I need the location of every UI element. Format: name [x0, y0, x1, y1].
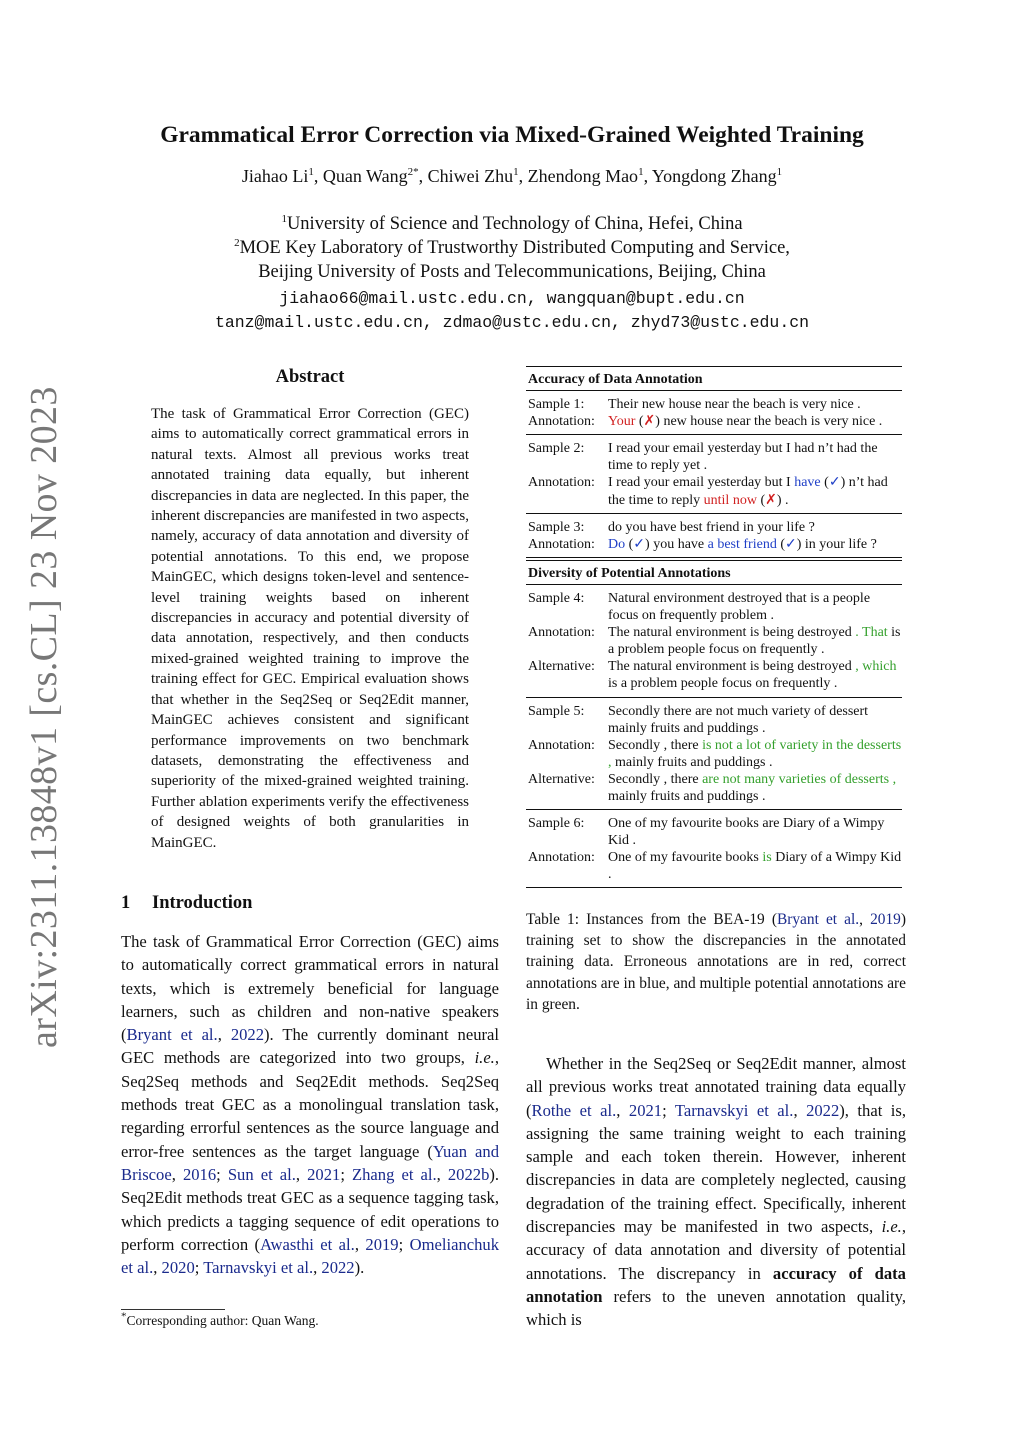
text-run: ) training set to show the discrepancies in the annotated training data. Erroneous annotations are in red, correct annotations are in blue, and multiple potential annotations are in green.: [526, 911, 906, 1013]
correct-annotation: ✓: [785, 536, 797, 552]
citation-link[interactable]: 2022: [806, 1100, 840, 1120]
footnote-mark: *: [121, 1310, 127, 1323]
row-label: Annotation:: [528, 536, 595, 552]
erroneous-annotation: ✗: [765, 492, 777, 508]
row-text: [608, 658, 902, 692]
text-run: ,: [793, 1100, 807, 1120]
author-name: Zhendong Mao: [527, 166, 639, 186]
text-run: ,: [217, 1025, 231, 1045]
row-label: Annotation:: [528, 414, 595, 430]
text-run: ,: [153, 1258, 162, 1278]
text-run: The natural environment is being destroyed: [608, 659, 856, 675]
affiliation-mark: 2: [234, 236, 240, 249]
text-run: Their new house near the beach is very nice .: [608, 397, 861, 413]
text-run: Secondly , there: [608, 771, 703, 787]
potential-annotation: .: [855, 625, 859, 641]
citation-link[interactable]: Omelianchuk et al.: [121, 1234, 500, 1278]
table-section-heading: Diversity of Potential Annotations: [528, 565, 731, 581]
emphasis: i.e.: [474, 1048, 495, 1068]
row-text: [608, 849, 902, 883]
affiliation-3: [0, 262, 1024, 283]
citation-link[interactable]: 2021: [628, 1100, 663, 1120]
table-row: [526, 815, 902, 849]
paper-title: Grammatical Error Correction via Mixed-Grained Weighted Training: [160, 122, 864, 148]
text-run: is a problem people focus on frequently .: [608, 625, 901, 658]
bold-phrase: accuracy of data annotation: [526, 1263, 906, 1306]
emphasis: i.e.: [881, 1217, 902, 1237]
text-run: ;: [216, 1164, 228, 1184]
author-affiliation-mark: 1: [513, 166, 519, 178]
text-run: Natural environment destroyed that is a people focus on frequently problem .: [608, 590, 871, 624]
row-label: Sample 4:: [528, 590, 585, 606]
row-label: Sample 3:: [528, 519, 585, 535]
citation-link[interactable]: 2022: [230, 1025, 264, 1045]
text-run: , accuracy of data annotation and diversity of potential annotations. The discrepancy in: [526, 1217, 906, 1283]
row-text: [608, 413, 902, 430]
author-name: Yongdong Zhang: [651, 166, 777, 186]
right-column-paragraph: [526, 1052, 906, 1332]
text-run: ) new house near the beach is very nice .: [655, 414, 883, 430]
potential-annotation: is not a lot of variety in the desserts ,: [608, 737, 902, 770]
text-run: Whether in the Seq2Seq or Seq2Edit manner, almost all previous works treat annotated training data equally (: [526, 1054, 906, 1120]
row-label: Annotation:: [528, 475, 595, 491]
erroneous-annotation: ✗: [643, 414, 656, 430]
potential-annotation: is: [762, 850, 772, 866]
row-label: Sample 5:: [528, 703, 585, 719]
text-run: ).: [354, 1258, 365, 1278]
row-label: Alternative:: [528, 771, 595, 787]
table-group: [526, 698, 902, 810]
citation-link[interactable]: Bryant et al.: [126, 1025, 218, 1045]
affiliation-1: [0, 214, 1024, 235]
affiliation-text: MOE Key Laboratory of Trustworthy Distributed Computing and Service,: [239, 238, 790, 258]
footnote: [121, 1310, 319, 1329]
row-text: [608, 771, 902, 805]
correct-annotation: ✓: [828, 475, 841, 491]
text-run: Secondly , there: [608, 737, 703, 753]
text-run: (: [776, 536, 785, 552]
author-name: Quan Wang: [322, 166, 408, 186]
table-group: [526, 810, 902, 887]
citation-link[interactable]: Tarnavskyi et al.: [674, 1100, 794, 1120]
table-caption: [526, 909, 906, 1015]
text-run: ,: [436, 1164, 448, 1184]
text-run: ,: [313, 1258, 322, 1278]
text-run: ;: [194, 1258, 204, 1278]
text-run: refers to the uneven annotation quality, which is: [526, 1286, 906, 1330]
author-list: Jiahao Li$^1$, Quan Wang$^{2*}$, Chiwei Zhu$^1$, Zhendong Mao$^1$, Yongdong Zhang$^1$: [241, 166, 783, 186]
table-group: [526, 435, 902, 512]
table-row: [526, 474, 902, 508]
table-row: [526, 590, 902, 624]
citation-link[interactable]: Awasthi et al.: [260, 1234, 355, 1254]
row-text: [608, 536, 902, 553]
table-row: [526, 440, 902, 474]
text-run: ) you have: [645, 536, 708, 552]
potential-annotation: which: [862, 659, 897, 675]
text-run: ,: [616, 1100, 629, 1120]
row-label: Sample 1:: [528, 397, 585, 413]
text-run: mainly fruits and puddings .: [608, 788, 766, 804]
section-heading-introduction: [121, 893, 252, 914]
text-run: ) in your life ?: [796, 536, 877, 552]
table-group: [526, 585, 902, 697]
text-run: ,: [171, 1164, 183, 1184]
citation-link[interactable]: Yuan and Briscoe: [121, 1141, 499, 1184]
correct-annotation: a best friend: [707, 536, 777, 552]
table-1: [526, 366, 902, 888]
text-run: (: [820, 475, 829, 491]
text-run: , Seq2Seq methods and Seq2Edit methods. Seq2Seq methods treat GEC as a monolingual translation task, regarding errorful sentences as the source language and error-free sentences as the target language (: [121, 1048, 499, 1161]
row-label: Annotation:: [528, 737, 595, 753]
text-run: The natural environment is being destroyed: [608, 625, 856, 641]
text-run: ,: [354, 1234, 366, 1254]
row-text: [608, 396, 902, 413]
table-group: [526, 514, 902, 557]
table-row: [526, 536, 902, 553]
author-name: Chiwei Zhu: [427, 166, 514, 186]
text-run: ;: [398, 1234, 410, 1254]
potential-annotation: That: [862, 625, 888, 641]
correct-annotation: ✓: [633, 536, 646, 552]
row-label: Sample 2:: [528, 441, 585, 457]
section-number: 1: [121, 893, 131, 913]
email-line-1: jiahao66@mail.ustc.edu.cn, wangquan@bupt.edu.cn: [279, 289, 745, 308]
row-label: Alternative:: [528, 659, 595, 675]
footnote-rule: [121, 1309, 225, 1310]
citation-link[interactable]: 2016: [182, 1164, 217, 1184]
row-text: [608, 815, 902, 849]
citation-link[interactable]: Zhang et al.: [352, 1164, 437, 1184]
table-row: [526, 703, 902, 737]
table-row: [526, 737, 902, 771]
text-run: I read your email yesterday but I had n’t had the time to reply yet .: [608, 441, 878, 474]
citation-link[interactable]: Bryant et al.: [776, 911, 860, 928]
table-row: [526, 396, 902, 413]
text-run: (: [625, 536, 634, 552]
row-text: [608, 519, 902, 536]
author-affiliation-mark: 1: [638, 166, 644, 178]
citation-link[interactable]: 2019: [870, 911, 901, 928]
text-run: ). The currently dominant neural GEC methods are categorized into two groups,: [121, 1025, 500, 1068]
text-run: ). Seq2Edit methods treat GEC as a sequence tagging task, which predicts a tagging sequence of edit operations to perform correction (: [121, 1164, 500, 1254]
citation-link[interactable]: 2019: [365, 1234, 399, 1254]
row-text: [608, 474, 902, 508]
potential-annotation: ,: [855, 659, 859, 675]
erroneous-annotation: until now: [703, 492, 757, 508]
author-name: Jiahao Li: [241, 166, 309, 186]
table-row: [526, 519, 902, 536]
table-group: [526, 391, 902, 434]
text-run: (: [635, 414, 644, 430]
citation-link[interactable]: 2022b: [447, 1164, 490, 1184]
citation-link[interactable]: Tarnavskyi et al.: [203, 1258, 314, 1278]
citation-link[interactable]: 2021: [307, 1164, 341, 1184]
citation-link[interactable]: Sun et al.: [227, 1164, 296, 1184]
intro-paragraph: [121, 930, 499, 1279]
text-run: ,: [295, 1164, 308, 1184]
section-title: Introduction: [152, 893, 253, 913]
row-text: [608, 624, 902, 658]
text-run: is a problem people focus on frequently .: [608, 676, 838, 692]
table-bottom-rule: [526, 887, 902, 888]
erroneous-annotation: Your: [608, 414, 636, 430]
row-label: Annotation:: [528, 850, 595, 866]
citation-link[interactable]: 2020: [161, 1258, 195, 1278]
row-text: [608, 440, 902, 474]
potential-annotation: are not many varieties of desserts ,: [702, 771, 897, 787]
table-row: [526, 658, 902, 692]
table-row: [526, 771, 902, 805]
text-run: I read your email yesterday but I: [608, 475, 795, 491]
citation-link[interactable]: Rothe et al.: [531, 1100, 617, 1120]
text-run: ), that is, assigning the same training weight to each training sample and each token therein. However, inherent discrepancies in data are completely neglected, causing degradation of the training effect. Specifically, inherent discrepancies may be manifested in two aspects,: [526, 1100, 907, 1237]
affiliation-text: University of Science and Technology of China, Hefei, China: [286, 214, 743, 234]
correct-annotation: Do: [608, 536, 626, 552]
author-affiliation-mark: 2*: [407, 166, 419, 178]
abstract-heading: Abstract: [275, 367, 345, 387]
text-run: ) n’t had the time to reply: [608, 475, 888, 508]
text-run: The task of Grammatical Error Correction (GEC) aims to automatically correct grammatical errors in natural texts, which is extremely beneficial for language learners, such as children and non-native speakers (: [121, 932, 499, 1045]
text-run: do you have best friend in your life ?: [608, 519, 815, 535]
row-label: Sample 6:: [528, 816, 585, 832]
correct-annotation: have: [794, 475, 821, 491]
text-run: Table 1: Instances from the BEA-19 (: [526, 911, 777, 928]
email-line-2: tanz@mail.ustc.edu.cn, zdmao@ustc.edu.cn, zhyd73@ustc.edu.cn: [214, 313, 810, 332]
text-run: ;: [340, 1164, 352, 1184]
text-run: Secondly there are not much variety of dessert mainly fruits and puddings .: [608, 703, 869, 736]
table-row: [526, 624, 902, 658]
text-run: ,: [859, 911, 871, 928]
affiliation-2: [0, 238, 1024, 259]
text-run: ;: [662, 1100, 675, 1120]
footnote-text: Corresponding author: Quan Wang.: [126, 1313, 319, 1328]
table-section-heading: Accuracy of Data Annotation: [528, 372, 703, 387]
row-text: [608, 590, 902, 624]
text-run: (: [756, 492, 766, 508]
text-run: One of my favourite books are Diary of a Wimpy Kid .: [608, 816, 885, 849]
table-row: [526, 413, 902, 430]
abstract-text: The task of Grammatical Error Correction (GEC) aims to automatically correct grammatical errors in natural texts. Almost all previous works treat annotated training data equally, but inherent discrepancies in data are neglected. In this paper, the inherent discrepancies are manifested in two aspects, namely, accuracy of data annotation and diversity of potential annotations. To this end, we propose MainGEC, which designs token-level and sentence-level training weights based on inherent discrepancies in accuracy and potential diversity of data annotation, respectively, and then conducts mixed-grained weighted training to improve the training effect for GEC. Empirical evaluation shows that whether in the Seq2Seq or Seq2Edit manner, MainGEC achieves consistent and significant performance improvements on two benchmark datasets, demonstrating the effectiveness and superiority of the mixed-grained weighted training. Further ablation experiments verify the effectiveness of designed weights of both granularities in MainGEC.: [151, 406, 469, 851]
affiliation-mark: 1: [281, 212, 287, 225]
author-affiliation-mark: 1: [308, 166, 314, 178]
text-run: mainly fruits and puddings .: [611, 754, 773, 770]
text-run: Diary of a Wimpy Kid .: [608, 850, 902, 883]
row-text: [608, 703, 902, 737]
row-text: [608, 737, 902, 771]
row-label: Annotation:: [528, 625, 595, 641]
table-row: [526, 849, 902, 883]
author-affiliation-mark: 1: [776, 166, 783, 178]
arxiv-stamp: arXiv:2311.13848v1 [cs.CL] 23 Nov 2023: [23, 386, 65, 1048]
text-run: One of my favourite books: [608, 850, 763, 866]
citation-link[interactable]: 2022: [321, 1258, 355, 1278]
affiliation-text: Beijing University of Posts and Telecommunications, Beijing, China: [258, 262, 766, 282]
text-run: ) .: [776, 492, 789, 508]
